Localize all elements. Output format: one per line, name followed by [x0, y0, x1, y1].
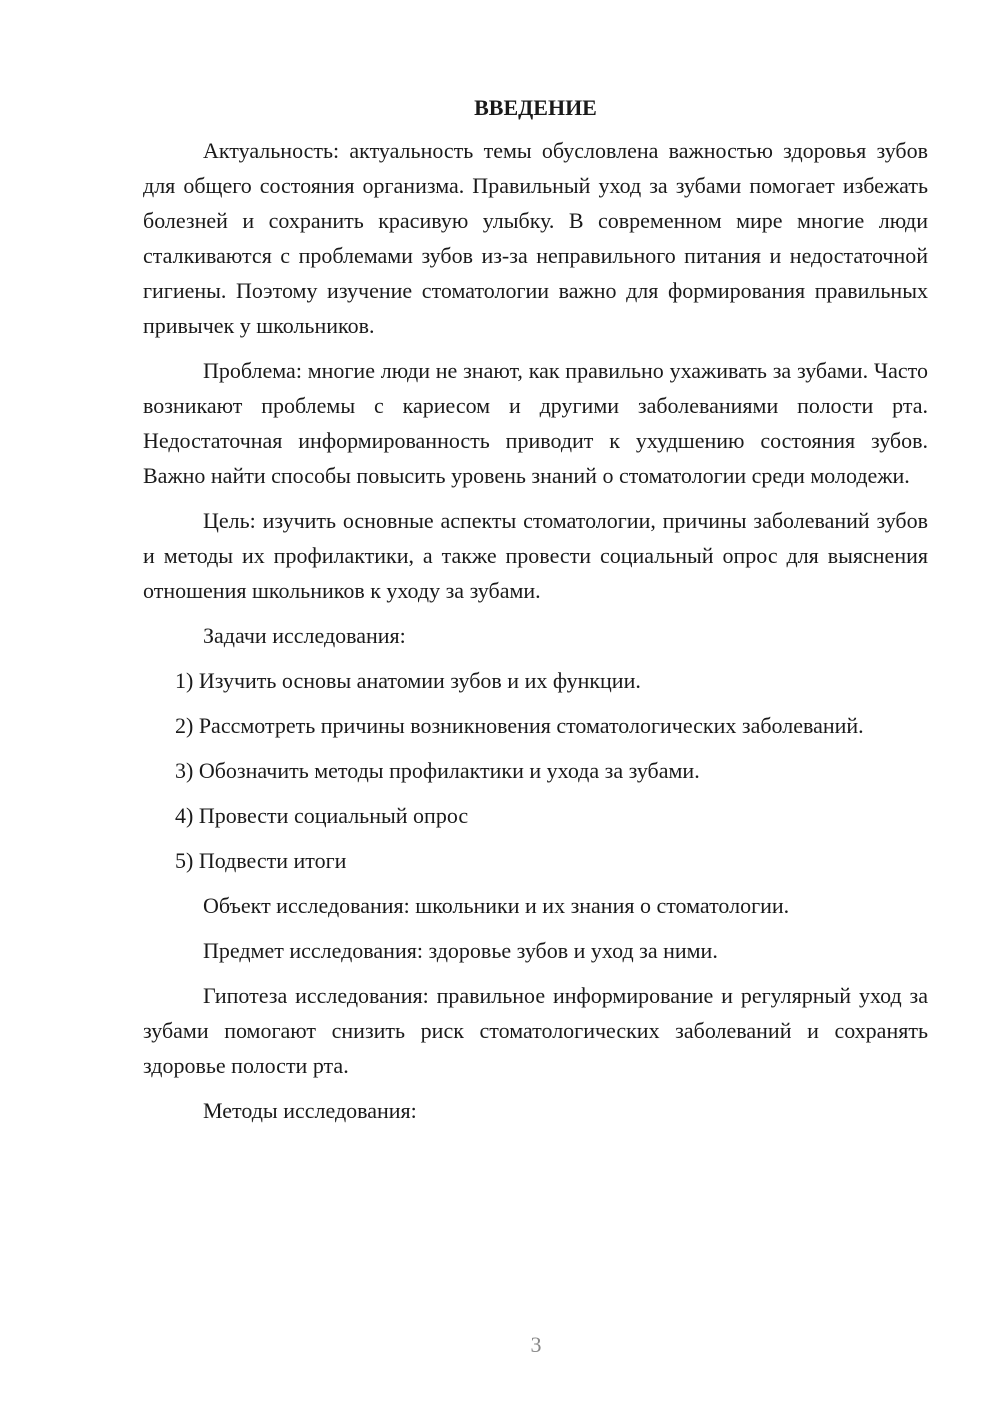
task-item: 3) Обозначить методы профилактики и ухода за зубами. — [175, 758, 700, 783]
subject-paragraph: Предмет исследования: здоровье зубов и уход за ними. — [203, 938, 718, 963]
task-item: 1) Изучить основы анатомии зубов и их функции. — [175, 668, 641, 693]
task-item: 5) Подвести итоги — [175, 848, 347, 873]
task-item: 2) Рассмотреть причины возникновения стоматологических заболеваний. — [175, 713, 864, 738]
task-item: 4) Провести социальный опрос — [175, 803, 469, 828]
goal-paragraph: Цель: изучить основные аспекты стоматологии, причины заболеваний зубов и методы их профилактики, а также провести социальный опрос для выяснения отношения школьников к уходу за зубами. — [143, 508, 928, 603]
section-heading: ВВЕДЕНИЕ — [474, 95, 597, 120]
hypothesis-paragraph: Гипотеза исследования: правильное информирование и регулярный уход за зубами помогают снизить риск стоматологических заболеваний и сохранять здоровье полости рта. — [143, 983, 928, 1078]
methods-title: Методы исследования: — [203, 1098, 417, 1123]
page-content — [143, 90, 928, 1138]
tasks-title: Задачи исследования: — [203, 623, 406, 648]
relevance-paragraph: Актуальность: актуальность темы обусловлена важностью здоровья зубов для общего состояния организма. Правильный уход за зубами помогает избежать болезней и сохранить красивую улыбку. В современном мире многие люди сталкиваются с проблемами зубов из-за неправильного питания и недостаточной гигиены. Поэтому изучение стоматологии важно для формирования правильных привычек у школьников. — [143, 138, 928, 338]
object-paragraph: Объект исследования: школьники и их знания о стоматологии. — [203, 893, 790, 918]
problem-paragraph: Проблема: многие люди не знают, как правильно ухаживать за зубами. Часто возникают проблемы с кариесом и другими заболеваниями полости рта. Недостаточная информированность приводит к ухудшению состояния зубов. Важно найти способы повысить уровень знаний о стоматологии среди молодежи. — [143, 358, 928, 488]
page-number: 3 — [530, 1332, 542, 1357]
